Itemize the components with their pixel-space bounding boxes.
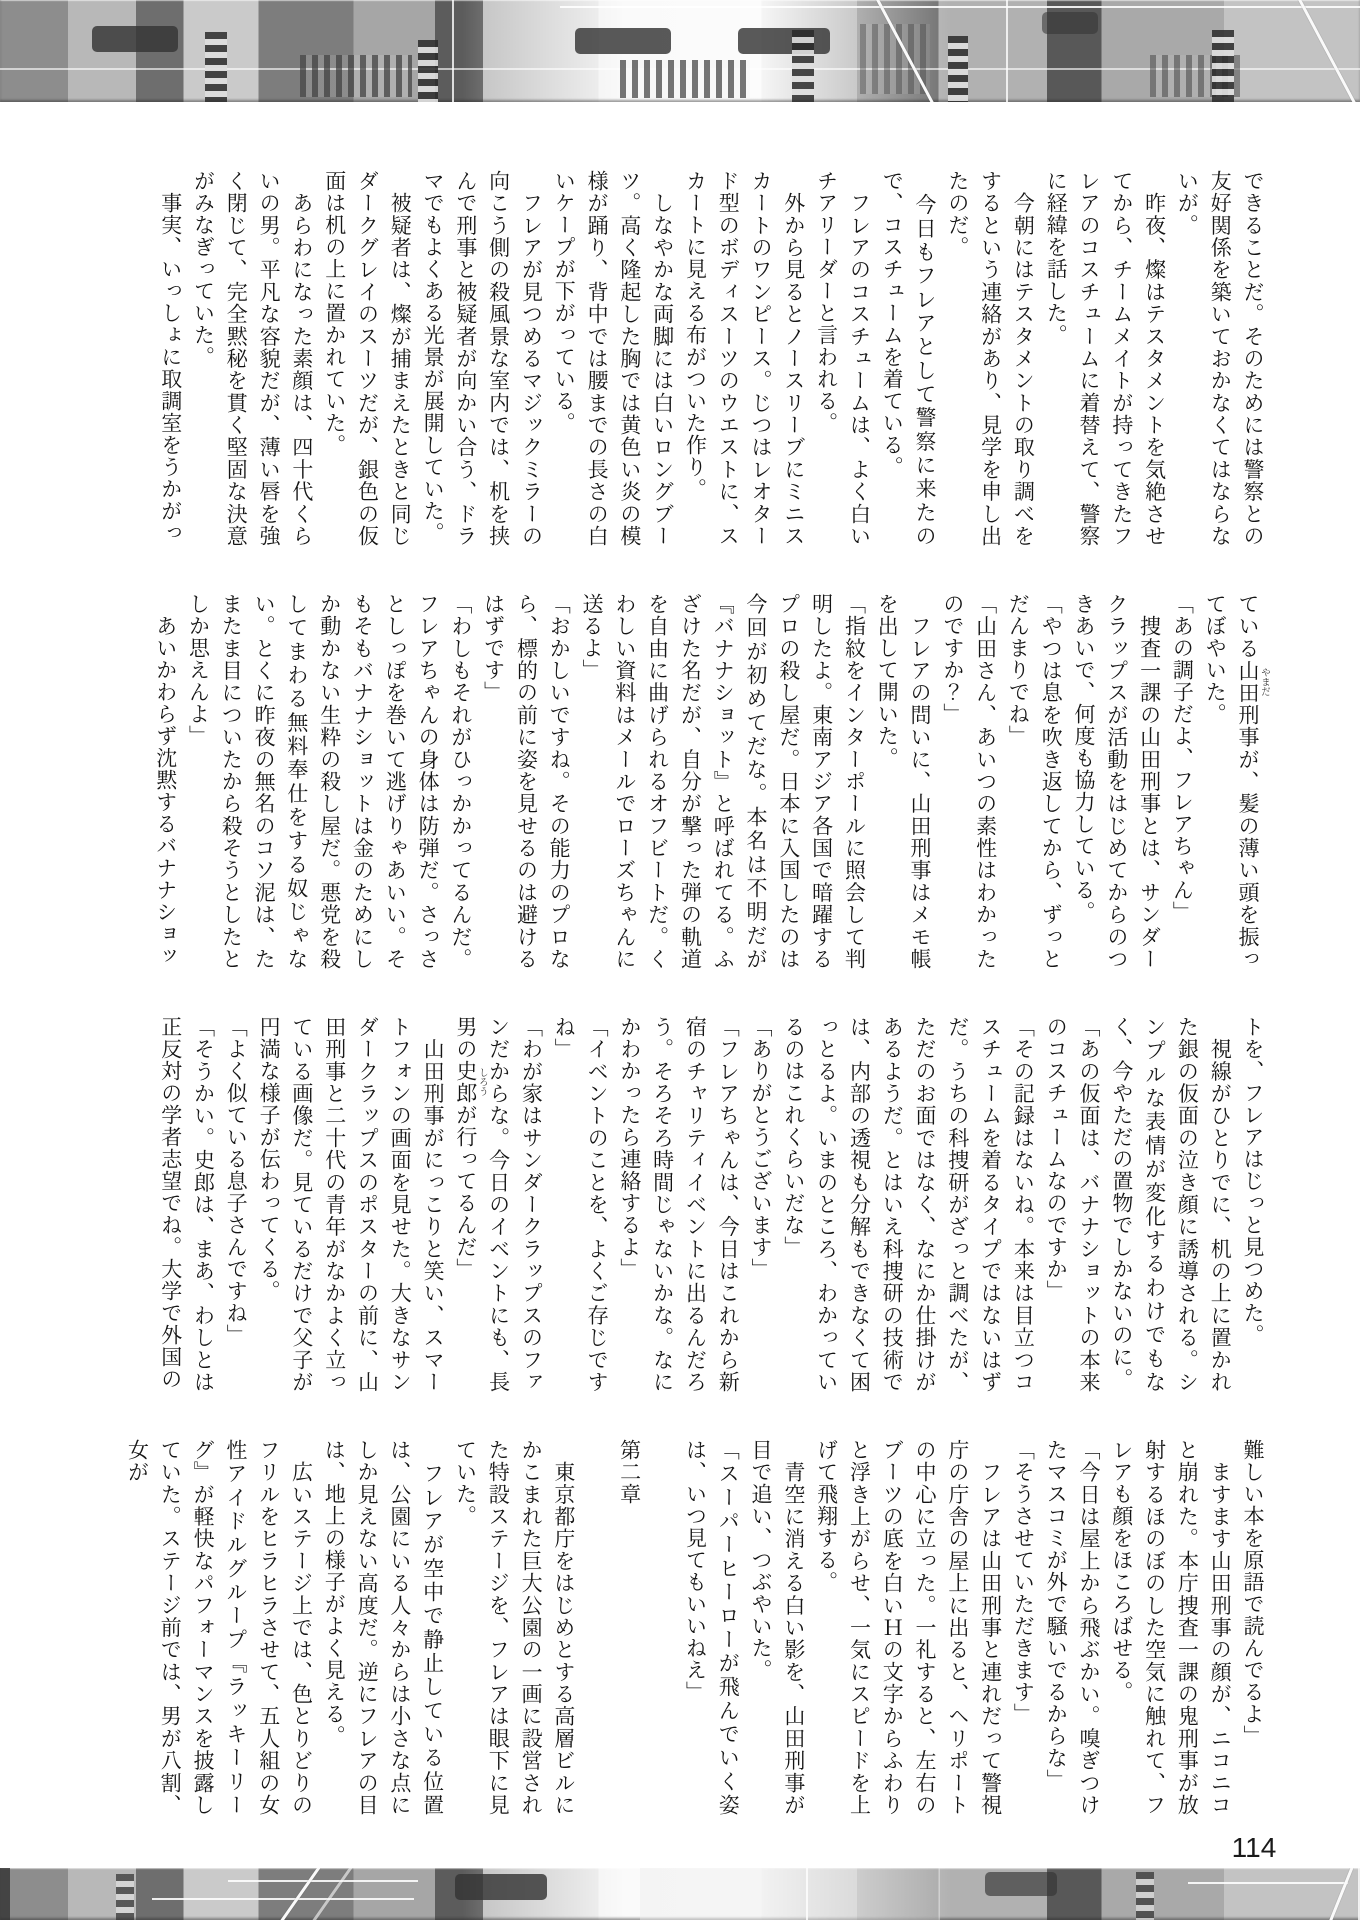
glitch-ladder <box>792 30 814 102</box>
paragraph: 山田刑事がにっこりと笑い、スマートフォンの画面を見せた。大きなサンダークラップスのポスターの前に、山田刑事と二十代の青年がなかよく立っている画像だ。見ているだけで父子が円満な様子が伝わってくる。 <box>257 1016 446 1393</box>
text-tier-1 <box>155 170 1269 547</box>
glitch-diagonal-line <box>1322 1868 1355 1920</box>
paragraph: 「よく似ている息子さんですね」 <box>224 1016 249 1346</box>
glitch-ladder <box>418 40 438 102</box>
glitch-dark-block <box>985 1872 1057 1896</box>
glitch-dark-block <box>92 26 178 52</box>
glitch-ladder <box>205 32 227 102</box>
paragraph: 「そうさせていただきます」 <box>1011 1439 1036 1725</box>
glitch-dark-block <box>0 1868 10 1920</box>
paragraph: 被疑者は、燦が捕まえたときと同じダークグレイのスーツだが、銀色の仮面は机の上に置かれていた。 <box>322 170 413 547</box>
glitch-dark-block <box>738 28 830 54</box>
paragraph: 「山田さん、あいつの素性はわかったのですか？」 <box>940 593 998 970</box>
footer-glitch-art <box>0 1868 1360 1920</box>
text-tier-2 <box>155 593 1269 970</box>
paragraph: 今朝にはテスタメントの取り調べをするという連絡があり、見学を申し出たのだ。 <box>945 170 1036 547</box>
glitch-dark-block <box>1042 12 1098 34</box>
glitch-vline <box>806 1868 808 1920</box>
paragraph: 難しい本を原語で読んでるよ」 <box>1241 1439 1265 1747</box>
paragraph: 「わしもそれがひっかかってるんだ。フレアちゃんの身体は防弾だ。さっさとしっぽを巻いて逃げりゃあいい。そもそもバナナショットは金のためにしか動かない生粋の殺し屋だ。悪党を殺してまわる無料奉仕をする奴じゃない。とくに昨夜の無名のコソ泥は、たまたま目についたから殺そうとしたとしか思えんよ」 <box>186 593 473 970</box>
glitch-hline <box>152 1898 414 1900</box>
paragraph: フレアの問いに、山田刑事はメモ帳を出して開いた。 <box>875 593 933 970</box>
paragraph: フレアが見つめるマジックミラーの向こう側の殺風景な室内では、机を挟んで刑事と被疑者が向かい合う、ドラマでもよくある光景が展開していた。 <box>421 170 544 547</box>
glitch-light-block <box>640 1868 940 1920</box>
chapter-heading: 第二章 <box>617 1439 642 1505</box>
page-number: 114 <box>1231 1832 1277 1863</box>
paragraph: できることだ。そのためには警察との友好関係を築いておかなくてはならないが。 <box>1175 170 1265 547</box>
paragraph: 「そうかい。史郎は、まあ、わしとは正反対の学者志望でね。大学で外国の <box>158 1016 216 1393</box>
glitch-ladder <box>1136 1872 1154 1920</box>
glitch-dark-block <box>455 1874 547 1900</box>
paragraph: 今日もフレアとして警察に来たので、コスチュームを着ている。 <box>880 170 938 547</box>
paragraph: 東京都庁をはじめとする高層ビルにかこまれた巨大公園の一画に設営された特設ステージを、フレアは眼下に見ていた。 <box>453 1439 576 1816</box>
paragraph: 外から見るとノースリーブにミニスカートのワンピース。じつはレオタード型のボディスーツのウエストに、スカートに見える布がついた作り。 <box>683 170 806 547</box>
paragraph: トを、フレアはじっと見つめた。 <box>1241 1016 1265 1346</box>
text-tier-4 <box>125 1439 1269 1816</box>
paragraph: 広いステージ上では、色とりどりのフリルをヒラヒラさせて、五人組の女性アイドルグループ『ラッキーリーグ』が軽快なパフォーマンスを披露していた。ステージ前では、男が八割、女が <box>125 1439 314 1816</box>
paragraph: 「イベントのことを、よくご存じですね」 <box>552 1016 610 1393</box>
glitch-ladder <box>948 36 968 102</box>
paragraph: あらわになった素顔は、四十代くらいの男。平凡な容貌だが、薄い唇を強く閉じて、完全黙秘を貫く堅固な決意がみなぎっていた。 <box>191 170 314 547</box>
glitch-diagonal-line <box>1294 0 1360 102</box>
paragraph: あいかわらず沈黙するバナナショッ <box>153 593 178 967</box>
paragraph: 「やつは息を吹き返してから、ずっとだんまりでね」 <box>1006 593 1064 970</box>
glitch-hline <box>560 6 1360 8</box>
glitch-dark-block <box>575 28 671 54</box>
paragraph: フレアのコスチュームは、よく白いチアリーダーと言われる。 <box>814 170 872 547</box>
paragraph: フレアは山田刑事と連れだって警視庁の庁舎の屋上に出ると、ヘリポートの中心に立った。一礼すると、左右のブーツの底を白いＨの文字からふわりと浮き上がらせ、一気にスピードを上げて飛翔する。 <box>814 1439 1003 1816</box>
paragraph: 「あの仮面は、バナナショットの本来のコスチュームなのですか」 <box>1044 1016 1102 1393</box>
paragraph: フレアが空中で静止している位置は、公園にいる人々からは小さな点にしか見えない高度だ。逆にフレアの目は、地上の様子がよく見える。 <box>322 1439 445 1816</box>
paragraph: 「今日は屋上から飛ぶかい。嗅ぎつけたマスコミが外で騒いでるからな」 <box>1044 1439 1102 1816</box>
paragraph: 昨夜、燦はテスタメントを気絶させてから、チームメイトが持ってきたフレアのコスチュームに着替えて、警察に経緯を話した。 <box>1044 170 1167 547</box>
paragraph: 「ありがとうございます」 <box>749 1016 774 1280</box>
header-glitch-art <box>0 0 1360 102</box>
glitch-ladder <box>1212 30 1234 102</box>
paragraph: 「あの調子だよ、フレアちゃん」 <box>1170 593 1195 923</box>
glitch-grille <box>300 55 412 97</box>
glitch-vline <box>452 0 454 102</box>
paragraph: ますます山田刑事の顔が、ニコニコと崩れた。本庁捜査一課の鬼刑事が放射するほのぼのした空気に触れて、フレアも顔をほころばせる。 <box>1109 1439 1233 1816</box>
paragraph: 「その記録はないね。本来は目立つコスチュームを着るタイプではないはずだ。うちの科捜研がざっと調べたが、ただのお面ではなく、なにか仕掛けがあるようだ。とはいえ科捜研の技術では、内部の透視も分解もできなくて困っとるよ。いまのところ、わかっているのはこれくらいだな」 <box>781 1016 1036 1393</box>
paragraph: 青空に消える白い影を、山田刑事が目で追い、つぶやいた。 <box>749 1439 806 1816</box>
paragraph: 「フレアちゃんは、今日はこれから新宿のチャリティイベントに出るんだろう。そろそろ時間じゃないかな。なにかわかったら連絡するよ」 <box>617 1016 741 1393</box>
paragraph: ている山田 やまだ刑事が、髪の薄い頭を振ってぼやいた。 <box>1203 593 1269 970</box>
glitch-hline <box>1188 1882 1348 1884</box>
paragraph: 「スーパーヒーローが飛んでいく姿は、いつ見てもいいねえ」 <box>683 1439 741 1816</box>
glitch-hline <box>228 1880 418 1882</box>
glitch-diagonal-line <box>274 1868 322 1920</box>
glitch-grille <box>620 60 750 98</box>
paragraph: 「指紋をインターポールに照会して判明したよ。東南アジア各国で暗躍するプロの殺し屋だ。日本に入国したのは今回が初めてだな。本名は不明だが『バナナショット』と呼ばれてる。ふざけた名だが、自分が撃った弾の軌道を自由に曲げられるオフビートだ。くわしい資料はメールでローズちゃんに送るよ」 <box>580 593 867 970</box>
text-tier-3 <box>155 1016 1269 1393</box>
paragraph: 「おかしいですね。その能力のプロなら、標的の前に姿を見せるのは避けるはずです」 <box>481 593 572 970</box>
paragraph: 「わが家はサンダークラップスのファンだからな。今日のイベントにも、長男の史郎 しろうが行ってるんだ」 <box>453 1016 544 1393</box>
paragraph: 視線がひとりでに、机の上に置かれた銀の仮面の泣き顔に誘導される。シンプルな表情が変化するわけでもなく、今やただの置物でしかないのに。 <box>1109 1016 1233 1393</box>
paragraph: 捜査一課の山田刑事とは、サンダークラップスが活動をはじめてからのつきあいで、何度も協力している。 <box>1072 593 1162 970</box>
paragraph: 事実、いっしょに取調室をうかがっ <box>158 170 183 544</box>
paragraph: しなやかな両脚には白いロングブーツ。高く隆起した胸では黄色い炎の模様が踊り、背中では腰までの長さの白いケープが下がっている。 <box>552 170 675 547</box>
glitch-vline <box>1006 0 1008 102</box>
glitch-ladder <box>116 1874 134 1920</box>
